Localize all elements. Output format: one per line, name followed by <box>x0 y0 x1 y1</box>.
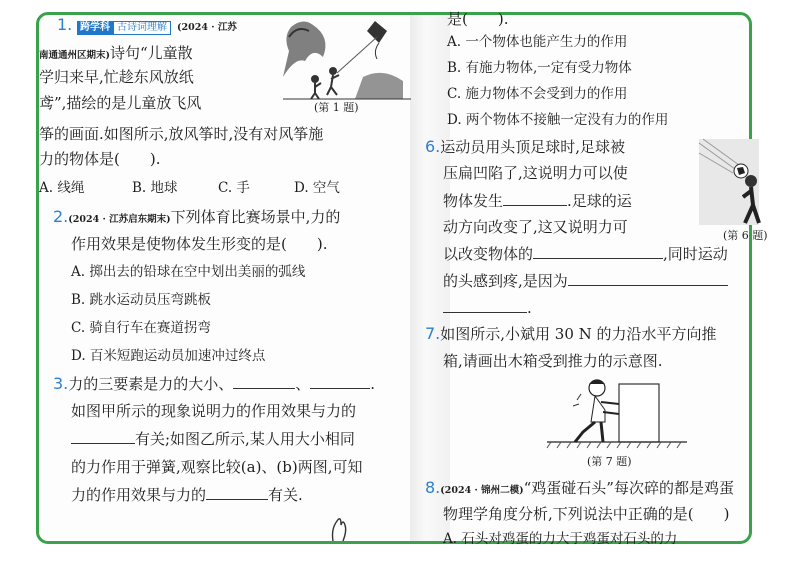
q8-option-a: A. 石头对鸡蛋的力大于鸡蛋对石头的力 <box>443 531 678 547</box>
page-frame <box>36 10 768 547</box>
q8-line2: 物理学角度分析,下列说法中正确的是( ) <box>443 505 730 523</box>
q1-header <box>57 15 237 38</box>
q6-number: 6. <box>425 137 441 156</box>
q3-line3-end: 有关;如图乙所示,某人用大小相同 <box>135 430 355 448</box>
q6-line3-a: 物体发生 <box>443 192 504 210</box>
q2-option-c: C. 骑自行车在赛道拐弯 <box>71 320 211 336</box>
q1-option-c: C. 手 <box>218 180 250 196</box>
q6-blank-1[interactable] <box>503 191 567 206</box>
q6-blank-3[interactable] <box>568 271 728 286</box>
q3-line4: 的力作用于弹簧,观察比较(a)、(b)两图,可知 <box>71 458 363 476</box>
q6-line5-end: ,同时运动 <box>663 245 728 263</box>
q2-line1: 下列体育比赛场景中,力的 <box>170 208 341 226</box>
q6-line7-end: . <box>527 299 532 317</box>
q1-options <box>39 178 340 198</box>
q7-number: 7. <box>425 324 441 343</box>
q1-caption: (第 1 题) <box>314 101 359 114</box>
q3-line1-a: 力的三要素是力的大小、 <box>68 375 234 393</box>
q6-caption: (第 6 题) <box>723 229 768 242</box>
q3-line1-end: . <box>370 375 376 393</box>
q5-option-b: B. 有施力物体,一定有受力物体 <box>447 60 632 76</box>
q1-option-b: B. 地球 <box>132 180 178 196</box>
q3-blank-4[interactable] <box>206 485 268 500</box>
q6-blank-2[interactable] <box>533 244 663 259</box>
q3-blank-2[interactable] <box>310 374 370 389</box>
header-illustration <box>699 139 759 225</box>
pushing-box-illustration <box>547 370 687 450</box>
q2-option-b: B. 跳水运动员压弯跳板 <box>71 292 212 308</box>
q1-line5: 力的物体是( ). <box>39 150 161 168</box>
q6-blank-4[interactable] <box>443 298 527 313</box>
q1-number: 1. <box>57 15 73 34</box>
hand-sketch-icon <box>329 515 351 541</box>
q6-line4: 动方向改变了,这又说明力可 <box>443 218 628 236</box>
q3-number: 3. <box>53 374 69 393</box>
q1-option-a: A. 线绳 <box>39 180 85 196</box>
q2-line2: 作用效果是使物体发生形变的是( ). <box>71 235 328 253</box>
q2-option-d: D. 百米短跑运动员加速冲过终点 <box>71 348 266 364</box>
q3-separator: 、 <box>295 375 311 393</box>
q7-line2: 箱,请画出木箱受到推力的示意图. <box>443 352 663 370</box>
q6-line3-end: .足球的运 <box>567 192 632 210</box>
q7-line1: 如图所示,小斌用 30 N 的力沿水平方向推 <box>440 325 717 343</box>
q6-line6: 的头感到疼,是因为 <box>443 272 568 290</box>
q1-option-d: D. 空气 <box>294 180 340 196</box>
q8-line1: “鸡蛋碰石头”每次碎的都是鸡蛋 <box>523 479 734 497</box>
q3-line5-a: 力的作用效果与力的 <box>71 486 207 504</box>
q6-line2: 压扁凹陷了,这说明力可以使 <box>443 164 628 182</box>
q1-line1: 诗句“儿童散 <box>110 44 193 62</box>
kite-illustration <box>283 17 411 99</box>
q2-source: (2024 · 江苏启东期末) <box>68 214 171 225</box>
q6-line5-a: 以改变物体的 <box>443 245 534 263</box>
q3-line5-end: 有关. <box>268 486 303 504</box>
q1-source-b: 南通通州区期末) <box>39 50 110 61</box>
q2-number: 2. <box>53 207 69 226</box>
q1-line3: 鸢”,描绘的是儿童放飞风 <box>39 94 202 112</box>
q1-source-a: (2024 · 江苏 <box>177 22 237 33</box>
q5-option-d: D. 两个物体不接触一定没有力的作用 <box>447 112 669 128</box>
q1-badge: 跨学科 <box>77 21 113 35</box>
q8-number: 8. <box>425 478 441 497</box>
q3-line2: 如图甲所示的现象说明力的作用效果与力的 <box>71 402 357 420</box>
q6-line1: 运动员用头顶足球时,足球被 <box>440 138 626 156</box>
q5-option-a: A. 一个物体也能产生力的作用 <box>447 34 628 50</box>
q1-line4: 筝的画面.如图所示,放风筝时,没有对风筝施 <box>39 125 324 143</box>
q1-line2: 学归来早,忙趁东风放纸 <box>39 68 194 86</box>
q5-option-c: C. 施力物体不会受到力的作用 <box>447 86 628 102</box>
q8-source: (2024 · 锦州二模) <box>440 485 524 496</box>
q7-caption: (第 7 题) <box>587 455 632 468</box>
q5-top-line: 是( ). <box>447 10 509 28</box>
q3-blank-3[interactable] <box>71 429 135 444</box>
q1-tag: 古诗词理解 <box>113 21 171 35</box>
q2-option-a: A. 掷出去的铅球在空中划出美丽的弧线 <box>71 264 306 280</box>
q3-blank-1[interactable] <box>233 374 295 389</box>
